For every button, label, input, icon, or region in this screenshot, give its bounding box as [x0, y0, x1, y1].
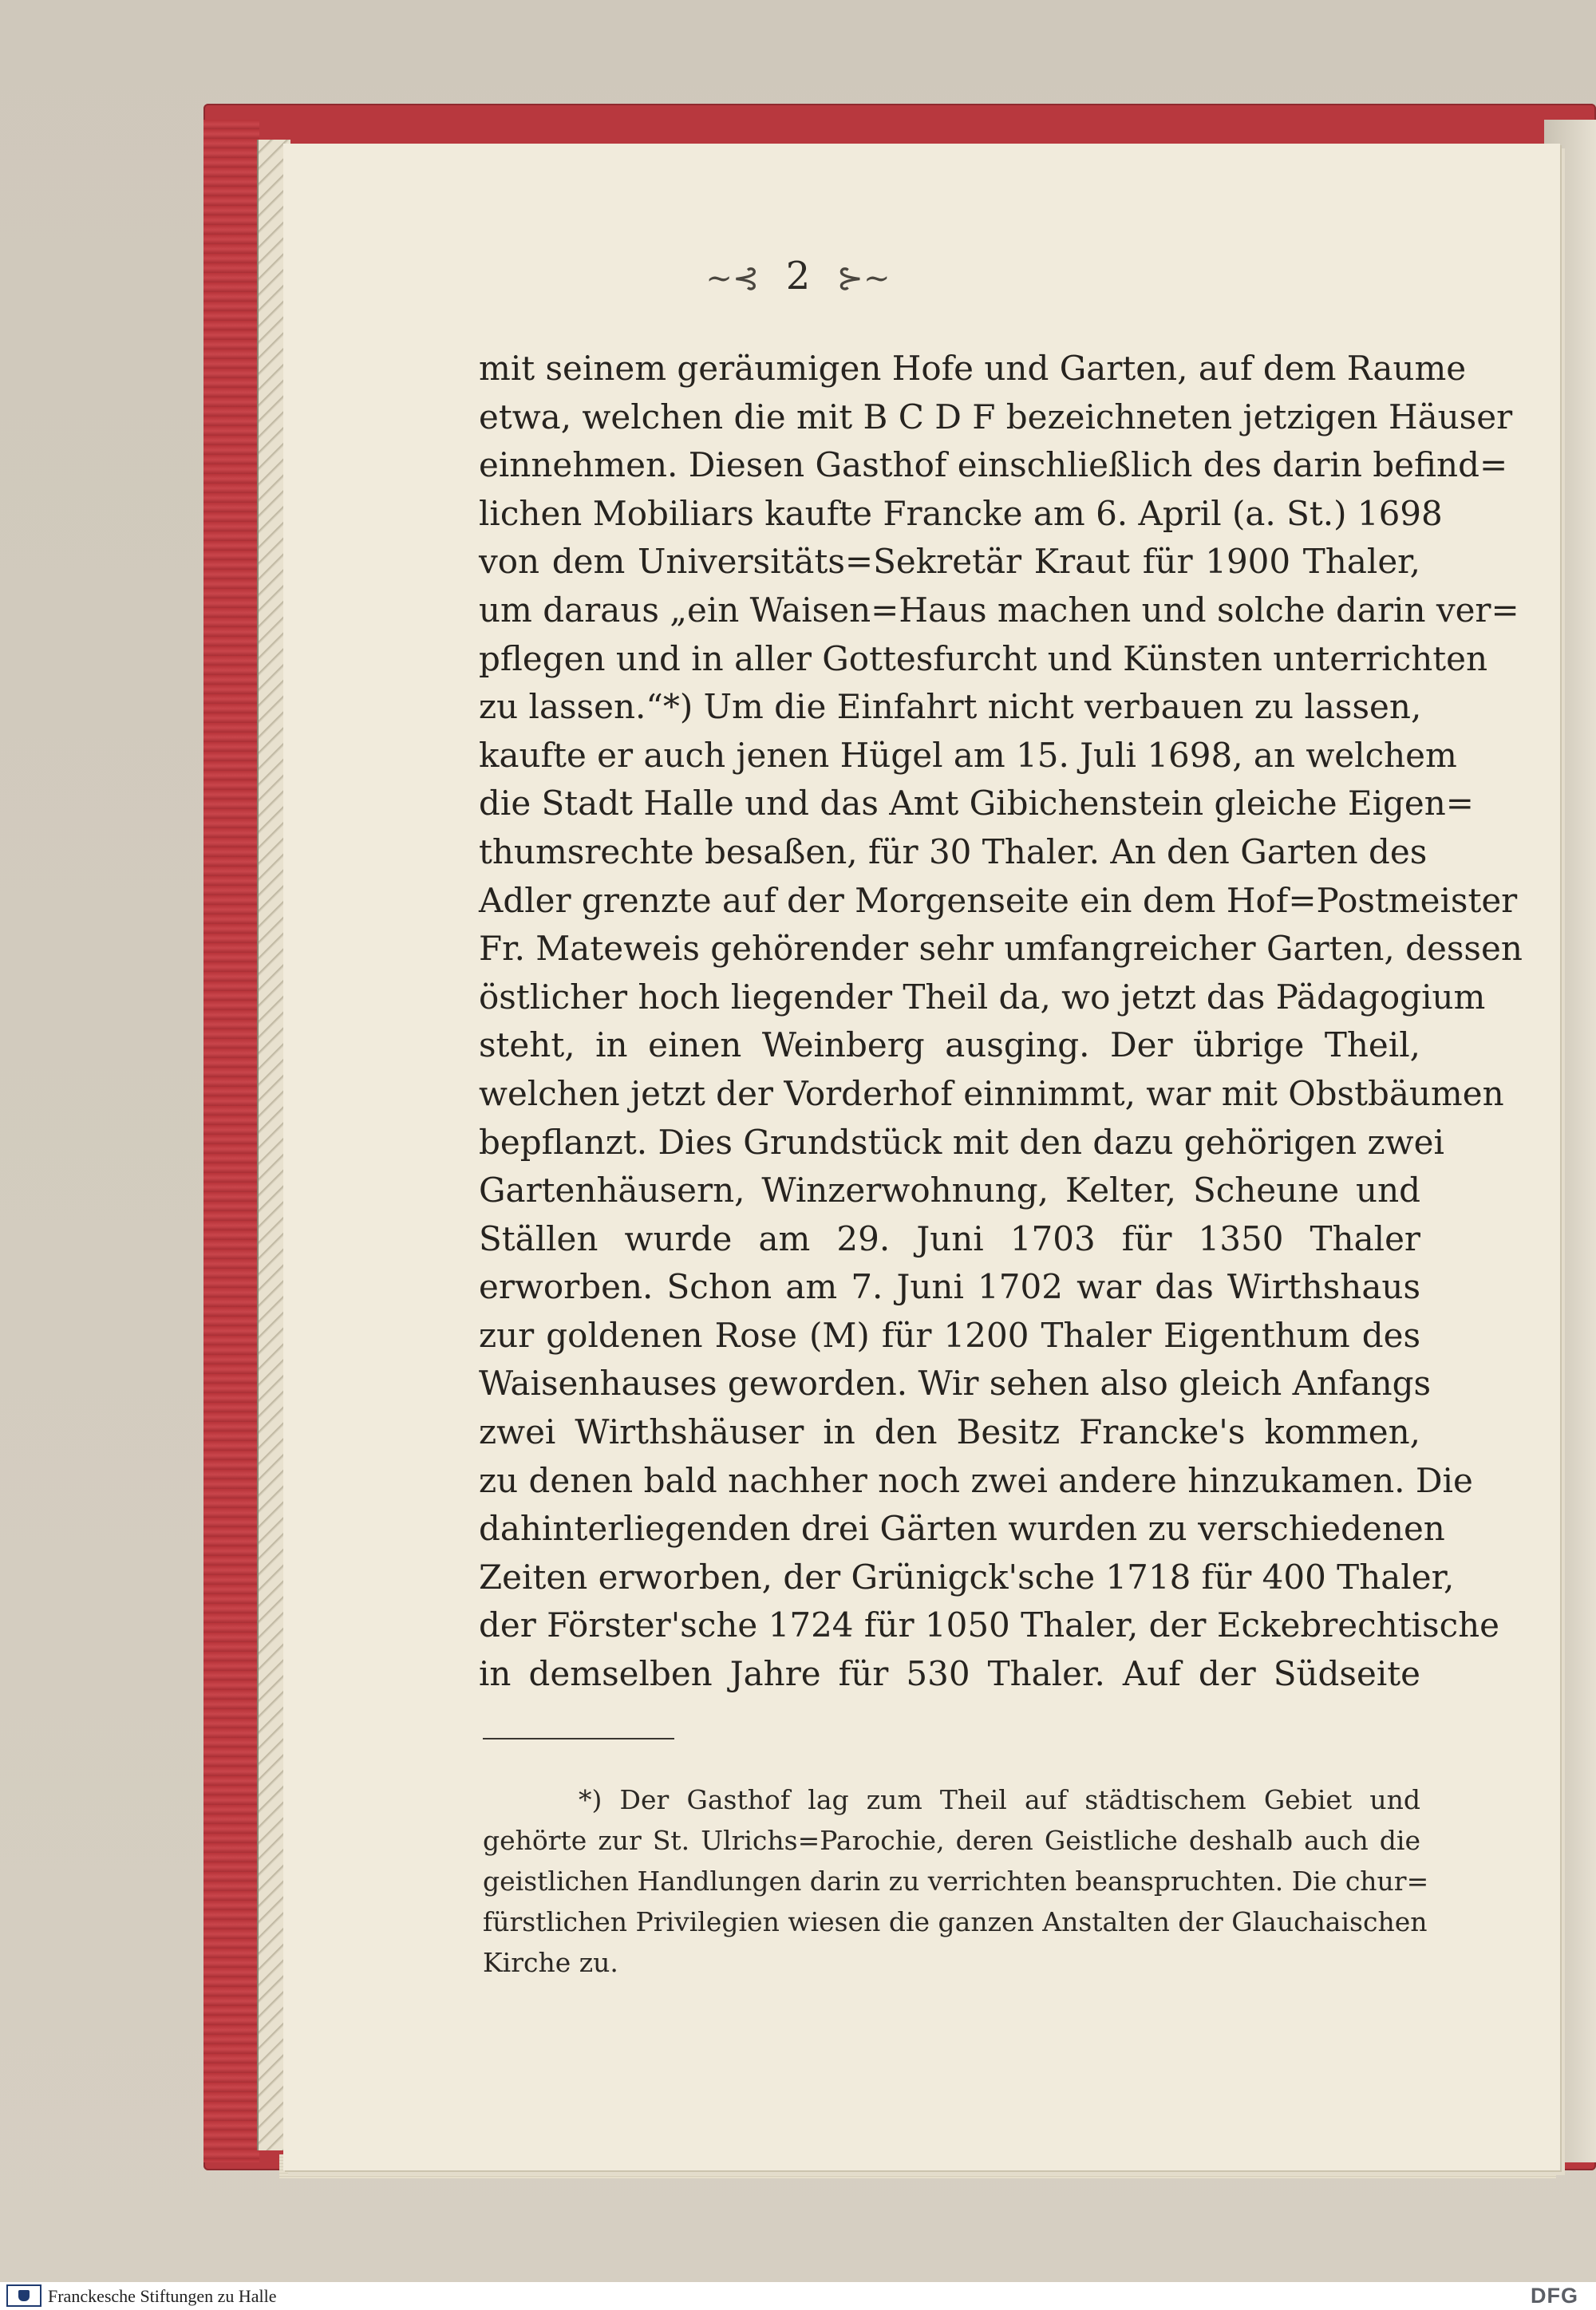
- text-line: erworben. Schon am 7. Juni 1702 war das Wirthshaus: [479, 1267, 1420, 1307]
- text-line: Fr. Mateweis gehörender sehr umfangreicher Garten, dessen: [479, 929, 1523, 969]
- text-line: der Förster'sche 1724 für 1050 Thaler, der Eckebrechtische: [479, 1605, 1500, 1645]
- text-line: Adler grenzte auf der Morgenseite ein dem Hof=Postmeister: [479, 880, 1518, 920]
- footnote: [483, 1779, 1429, 1983]
- text-line: Ställen wurde am 29. Juni 1703 für 1350 Thaler: [479, 1218, 1420, 1258]
- footnote-line: *) Der Gasthof lag zum Theil auf städtischem Gebiet und: [579, 1784, 1420, 1815]
- page-number: 2: [785, 254, 811, 298]
- text-line: kaufte er auch jenen Hügel am 15. Juli 1698, an welchem: [479, 735, 1457, 775]
- text-line: zwei Wirthshäuser in den Besitz Francke's kommen,: [479, 1412, 1420, 1452]
- institution-logo-icon: [6, 2284, 41, 2307]
- text-line: östlicher hoch liegender Theil da, wo jetzt das Pädagogium: [479, 977, 1486, 1017]
- text-line: lichen Mobiliars kaufte Francke am 6. April (a. St.) 1698: [479, 493, 1443, 533]
- text-line: Waisenhauses geworden. Wir sehen also gleich Anfangs: [479, 1364, 1432, 1404]
- book-spine: [203, 120, 259, 2162]
- text-line: steht, in einen Weinberg ausging. Der übrige Theil,: [479, 1025, 1420, 1065]
- text-line: von dem Universitäts=Sekretär Kraut für 1900 Thaler,: [479, 542, 1420, 582]
- ornament-right-icon: ⊱~: [836, 260, 891, 297]
- text-line: Zeiten erworben, der Grünigck'sche 1718 für 400 Thaler,: [479, 1557, 1455, 1597]
- text-line: um daraus „ein Waisen=Haus machen und solche darin ver=: [479, 590, 1519, 630]
- text-line: in demselben Jahre für 530 Thaler. Auf der Südseite: [479, 1654, 1420, 1694]
- text-line: mit seinem geräumigen Hofe und Garten, auf dem Raume: [479, 349, 1467, 388]
- text-line: zur goldenen Rose (M) für 1200 Thaler Eigenthum des: [479, 1315, 1420, 1355]
- institution-caption: Franckesche Stiftungen zu Halle: [48, 2286, 277, 2306]
- footnote-line: geistlichen Handlungen darin zu verrichten beanspruchten. Die chur=: [483, 1866, 1429, 1897]
- footnote-line: Kirche zu.: [483, 1947, 618, 1978]
- footnote-rule: [483, 1738, 674, 1739]
- text-line: welchen jetzt der Vorderhof einnimmt, war mit Obstbäumen: [479, 1073, 1504, 1113]
- dfg-logo: DFG: [1531, 2284, 1578, 2308]
- body-text: [479, 345, 1523, 1699]
- text-line: zu denen bald nachher noch zwei andere hinzukamen. Die: [479, 1460, 1473, 1500]
- page-number-header: [0, 254, 1596, 298]
- text-line: thumsrechte besaßen, für 30 Thaler. An den Garten des: [479, 831, 1428, 871]
- footnote-line: gehörte zur St. Ulrichs=Parochie, deren Geistliche deshalb auch die: [483, 1825, 1420, 1856]
- text-line: zu lassen.“*) Um die Einfahrt nicht verbauen zu lassen,: [479, 687, 1422, 727]
- text-line: dahinterliegenden drei Gärten wurden zu verschiedenen: [479, 1509, 1445, 1549]
- text-line: Gartenhäusern, Winzerwohnung, Kelter, Scheune und: [479, 1171, 1420, 1210]
- ornament-left-icon: ~⊰: [705, 260, 760, 297]
- text-line: etwa, welchen die mit B C D F bezeichneten jetzigen Häuser: [479, 397, 1513, 436]
- text-line: bepflanzt. Dies Grundstück mit den dazu gehörigen zwei: [479, 1122, 1444, 1162]
- footnote-line: fürstlichen Privilegien wiesen die ganzen Anstalten der Glauchaischen: [483, 1906, 1428, 1937]
- text-line: die Stadt Halle und das Amt Gibichenstein gleiche Eigen=: [479, 784, 1474, 823]
- text-line: einnehmen. Diesen Gasthof einschließlich des darin befind=: [479, 445, 1508, 485]
- text-line: pflegen und in aller Gottesfurcht und Künsten unterrichten: [479, 638, 1488, 678]
